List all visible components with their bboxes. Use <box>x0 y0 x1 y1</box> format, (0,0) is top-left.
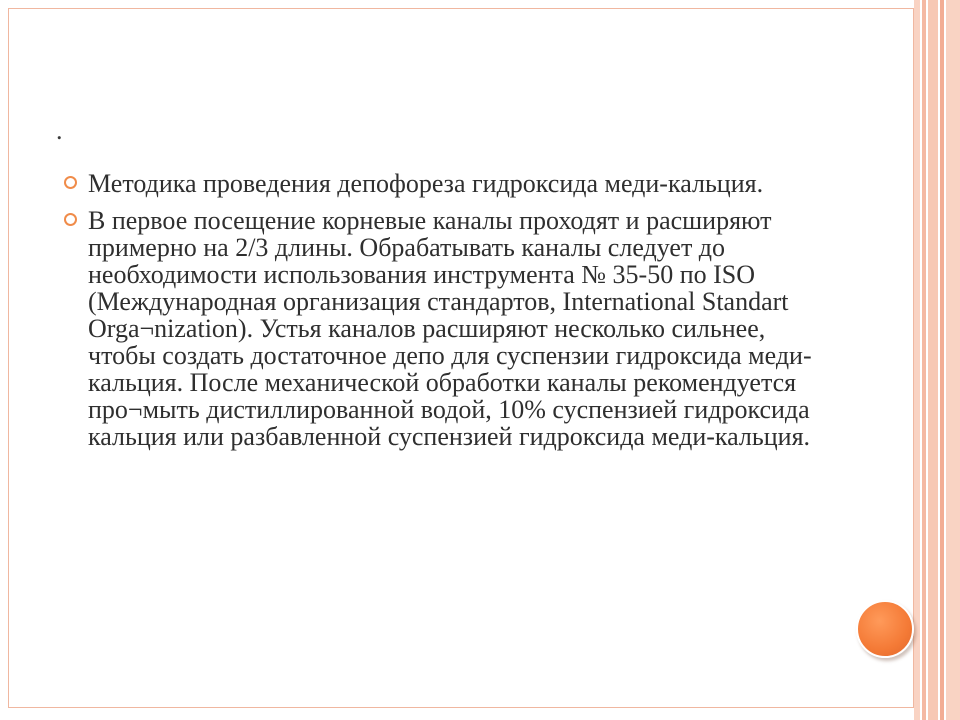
decorative-stripes <box>914 0 960 720</box>
empty-bullet-dot: . <box>56 116 63 145</box>
bullet-text: Методика проведения депофореза гидроксида меди-кальция. <box>88 169 764 198</box>
stripe <box>922 0 926 720</box>
list-item <box>64 207 834 450</box>
stripe <box>928 0 938 720</box>
orange-circle-decoration <box>856 600 914 658</box>
circle-bullet-icon <box>64 176 77 189</box>
stripe <box>914 0 920 720</box>
list-item <box>64 170 834 197</box>
bullet-text: В первое посещение корневые каналы проходят и расширяют примерно на 2/3 длины. Обрабатывать каналы следует до необходимости использования инструмента № 35-50 по ISO (Международная организация стандартов, International Standart Orga¬nization). Устья каналов расширяют несколько сильнее, чтобы создать достаточное депо для суспензии гидроксида меди-кальция. После механической обработки каналы рекомендуется про¬мыть дистиллированной водой, 10% суспензией гидроксида кальция или разбавленной суспензией гидроксида меди-кальция. <box>88 206 812 451</box>
stripe <box>946 0 960 720</box>
bullet-list <box>64 170 834 460</box>
stripe <box>940 0 944 720</box>
circle-bullet-icon <box>64 213 77 226</box>
